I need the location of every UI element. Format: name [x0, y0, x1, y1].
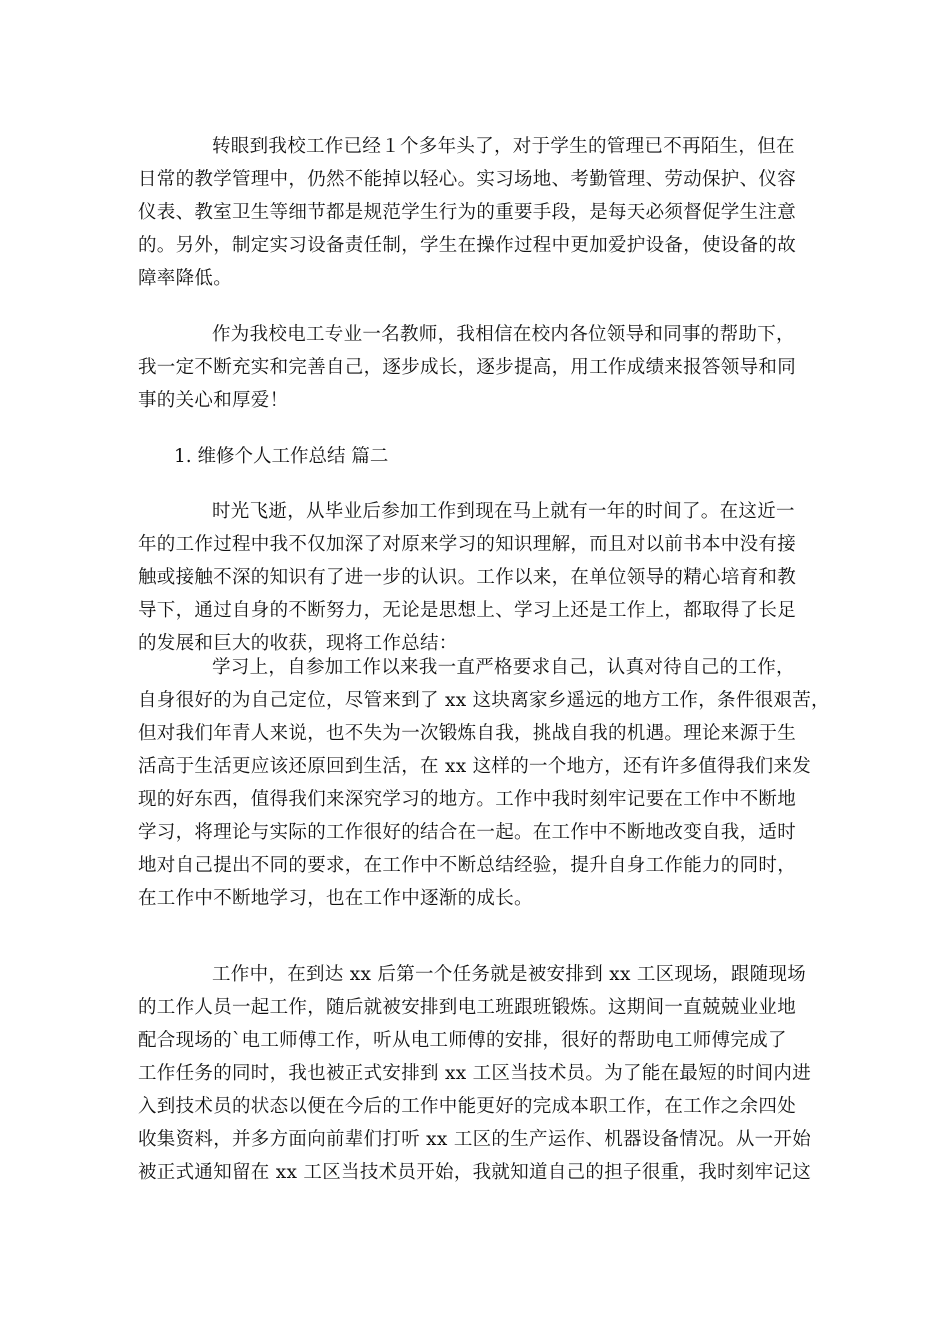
- text-line: 转眼到我校工作已经１个多年头了，对于学生的管理已不再陌生，但在: [212, 136, 795, 157]
- text-line: 触或接触不深的知识有了进一步的认识。工作以来，在单位领导的精心培育和教: [138, 567, 797, 588]
- text-line: 的工作人员一起工作，随后就被安排到电工班跟班锻炼。这期间一直兢兢业业地: [138, 997, 797, 1018]
- text-line: 地对自己提出不同的要求，在工作中不断总结经验，提升自身工作能力的同时，: [138, 855, 797, 876]
- text-line: 障率降低。: [138, 268, 233, 289]
- text-line: 自身很好的为自己定位，尽管来到了 xx 这块离家乡遥远的地方工作，条件很艰苦，: [138, 690, 830, 711]
- text-line: 仪表、教室卫生等细节都是规范学生行为的重要手段，是每天必须督促学生注意: [138, 202, 797, 223]
- paragraph-1: [138, 130, 822, 295]
- text-line: 被正式通知留在 xx 工区当技术员开始，我就知道自己的担子很重，我时刻牢记这: [138, 1162, 812, 1183]
- text-line: 导下，通过自身的不断努力，无论是思想上、学习上还是工作上，都取得了长足: [138, 600, 797, 621]
- text-line: 我一定不断充实和完善自己，逐步成长，逐步提高，用工作成绩来报答领导和同: [138, 357, 797, 378]
- text-line: 活高于生活更应该还原回到生活，在 xx 这样的一个地方，还有许多值得我们来发: [138, 756, 812, 777]
- text-line: 事的关心和厚爱！: [138, 390, 289, 411]
- text-line: 配合现场的`电工师傅工作，听从电工师傅的安排，很好的帮助电工师傅完成了: [138, 1030, 787, 1051]
- paragraph-2: [138, 318, 822, 417]
- text-line: 现的好东西，值得我们来深究学习的地方。工作中我时刻牢记要在工作中不断地: [138, 789, 797, 810]
- text-line: 工作中，在到达 xx 后第一个任务就是被安排到 xx 工区现场，跟随现场: [212, 964, 807, 985]
- section-heading: 1. 维修个人工作总结 篇二: [174, 446, 389, 467]
- text-line: 收集资料，并多方面向前辈们打听 xx 工区的生产运作、机器设备情况。从一开始: [138, 1129, 812, 1150]
- text-line: 的发展和巨大的收获，现将工作总结：: [138, 633, 458, 654]
- text-line: 作为我校电工专业一名教师，我相信在校内各位领导和同事的帮助下，: [212, 324, 795, 345]
- text-line: 日常的教学管理中，仍然不能掉以轻心。实习场地、考勤管理、劳动保护、仪容: [138, 169, 797, 190]
- text-line: 学习，将理论与实际的工作很好的结合在一起。在工作中不断地改变自我，适时: [138, 822, 797, 843]
- text-line: 但对我们年青人来说，也不失为一次锻炼自我，挑战自我的机遇。理论来源于生: [138, 723, 797, 744]
- text-line: 时光飞逝，从毕业后参加工作到现在马上就有一年的时间了。在这近一: [212, 501, 795, 522]
- text-line: 工作任务的同时，我也被正式安排到 xx 工区当技术员。为了能在最短的时间内进: [138, 1063, 812, 1084]
- text-line: 学习上，自参加工作以来我一直严格要求自己，认真对待自己的工作，: [212, 657, 795, 678]
- paragraph-5: [138, 958, 822, 1189]
- text-line: 在工作中不断地学习，也在工作中逐渐的成长。: [138, 888, 533, 909]
- paragraph-4: [138, 651, 830, 915]
- paragraph-3: [138, 495, 822, 660]
- text-line: 的。另外，制定实习设备责任制，学生在操作过程中更加爱护设备，使设备的故: [138, 235, 797, 256]
- text-line: 年的工作过程中我不仅加深了对原来学习的知识理解，而且对以前书本中没有接: [138, 534, 797, 555]
- text-line: 入到技术员的状态以便在今后的工作中能更好的完成本职工作，在工作之余四处: [138, 1096, 797, 1117]
